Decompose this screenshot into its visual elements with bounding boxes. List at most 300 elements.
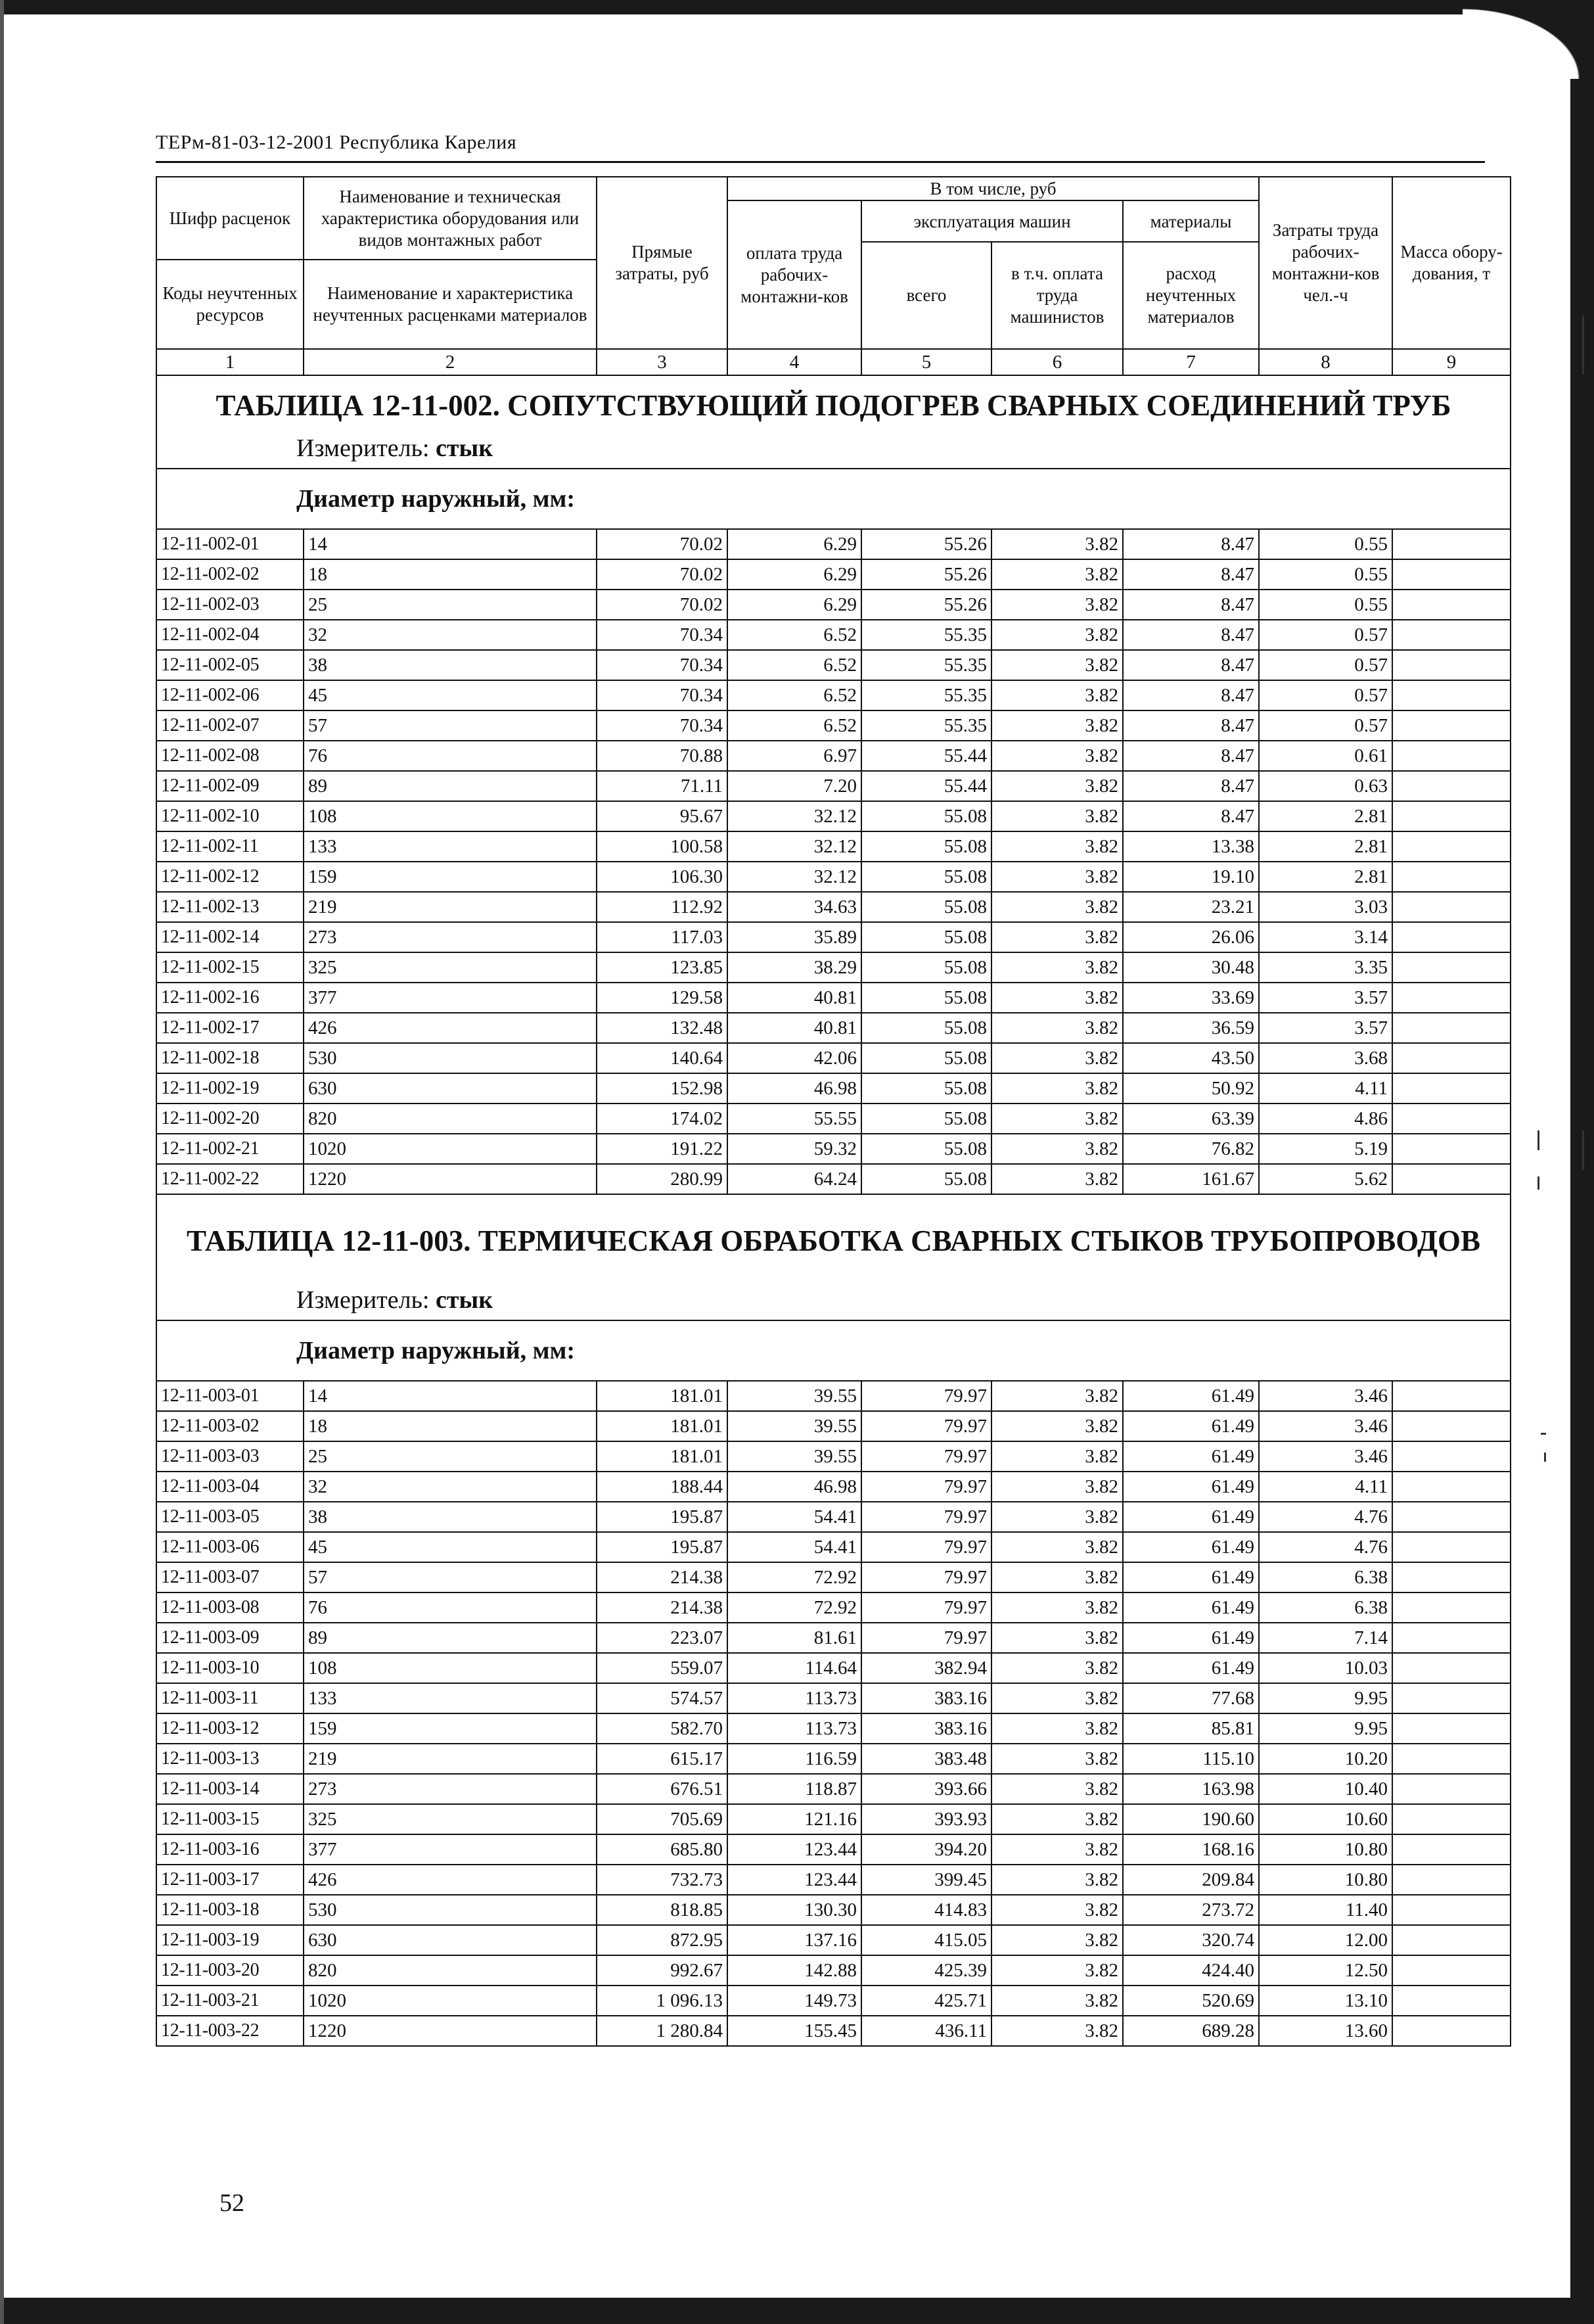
- labor-pay: 39.55: [727, 1381, 861, 1411]
- labor-hours: 0.57: [1259, 650, 1392, 680]
- diameter: 76: [304, 1592, 597, 1623]
- table-row: [156, 1502, 1511, 1532]
- equipment-mass: [1392, 1592, 1511, 1623]
- machinists-pay: 3.82: [991, 801, 1123, 831]
- machinists-pay: 3.82: [991, 1653, 1123, 1683]
- labor-pay: 7.20: [727, 771, 861, 801]
- direct-cost: 195.87: [597, 1532, 727, 1562]
- rate-code: 12-11-003-01: [156, 1381, 304, 1411]
- machines-total: 79.97: [861, 1623, 991, 1653]
- equipment-mass: [1392, 1653, 1511, 1683]
- equipment-mass: [1392, 650, 1511, 680]
- table-row: [156, 1653, 1511, 1683]
- unit-value: стык: [436, 1286, 493, 1314]
- machines-total: 55.08: [861, 1104, 991, 1134]
- equipment-mass: [1392, 771, 1511, 801]
- col7-header: расход неучтенных материалов: [1123, 242, 1259, 349]
- col1-header-top: Шифр расценок: [156, 177, 304, 260]
- diameter: 18: [304, 1411, 597, 1441]
- scan-speck: [1537, 1130, 1539, 1150]
- table-row: [156, 1683, 1511, 1713]
- diameter: 45: [304, 680, 597, 710]
- equipment-mass: [1392, 862, 1511, 892]
- labor-hours: 9.95: [1259, 1683, 1392, 1713]
- table-row: [156, 1562, 1511, 1592]
- rate-code: 12-11-003-22: [156, 2016, 304, 2046]
- column-number: 2: [304, 349, 597, 375]
- direct-cost: 70.88: [597, 741, 727, 771]
- rate-code: 12-11-002-02: [156, 559, 304, 590]
- machinists-pay: 3.82: [991, 1472, 1123, 1502]
- diameter: 25: [304, 1441, 597, 1472]
- direct-cost: 705.69: [597, 1804, 727, 1834]
- diameter: 89: [304, 771, 597, 801]
- machinists-pay: 3.82: [991, 1164, 1123, 1194]
- materials: 61.49: [1123, 1381, 1259, 1411]
- rate-code: 12-11-002-10: [156, 801, 304, 831]
- scan-speck: [1544, 1452, 1546, 1462]
- diameter-label: Диаметр наружный, мм:: [296, 1337, 576, 1364]
- machinists-pay: 3.82: [991, 1744, 1123, 1774]
- materials: 61.49: [1123, 1441, 1259, 1472]
- labor-pay: 149.73: [727, 1986, 861, 2016]
- labor-hours: 0.55: [1259, 559, 1392, 590]
- scan-speck: [1582, 1130, 1584, 1170]
- rate-code: 12-11-002-09: [156, 771, 304, 801]
- direct-cost: 132.48: [597, 1013, 727, 1043]
- direct-cost: 685.80: [597, 1834, 727, 1865]
- materials: 520.69: [1123, 1986, 1259, 2016]
- materials: 168.16: [1123, 1834, 1259, 1865]
- table-row: [156, 710, 1511, 741]
- labor-hours: 5.19: [1259, 1134, 1392, 1164]
- direct-cost: 188.44: [597, 1472, 727, 1502]
- labor-pay: 6.29: [727, 529, 861, 559]
- labor-hours: 12.00: [1259, 1925, 1392, 1955]
- diameter: 108: [304, 1653, 597, 1683]
- materials: 77.68: [1123, 1683, 1259, 1713]
- labor-pay: 40.81: [727, 1013, 861, 1043]
- diameter: 108: [304, 801, 597, 831]
- diameter: 219: [304, 1744, 597, 1774]
- table-row: [156, 1865, 1511, 1895]
- equipment-mass: [1392, 741, 1511, 771]
- materials: 26.06: [1123, 922, 1259, 952]
- equipment-mass: [1392, 1774, 1511, 1804]
- column-number: 8: [1259, 349, 1392, 375]
- machinists-pay: 3.82: [991, 1441, 1123, 1472]
- machinists-pay: 3.82: [991, 1411, 1123, 1441]
- machines-total: 393.66: [861, 1774, 991, 1804]
- materials: 689.28: [1123, 2016, 1259, 2046]
- labor-hours: 6.38: [1259, 1562, 1392, 1592]
- machinists-pay: 3.82: [991, 952, 1123, 983]
- labor-pay: 64.24: [727, 1164, 861, 1194]
- labor-pay: 6.52: [727, 710, 861, 741]
- table-row: [156, 862, 1511, 892]
- materials: 163.98: [1123, 1774, 1259, 1804]
- diameter: 25: [304, 590, 597, 620]
- materials: 61.49: [1123, 1592, 1259, 1623]
- machinists-pay: 3.82: [991, 983, 1123, 1013]
- table-row: [156, 741, 1511, 771]
- materials: 23.21: [1123, 892, 1259, 922]
- labor-pay: 123.44: [727, 1865, 861, 1895]
- diameter: 325: [304, 952, 597, 983]
- direct-cost: 280.99: [597, 1164, 727, 1194]
- section-title-row: [156, 1194, 1511, 1280]
- rate-code: 12-11-003-05: [156, 1502, 304, 1532]
- machinists-pay: 3.82: [991, 559, 1123, 590]
- table-row: [156, 1411, 1511, 1441]
- unit-label: Измеритель:: [296, 1286, 436, 1314]
- table-row: [156, 771, 1511, 801]
- labor-hours: 2.81: [1259, 862, 1392, 892]
- machinists-pay: 3.82: [991, 650, 1123, 680]
- labor-hours: 4.76: [1259, 1532, 1392, 1562]
- labor-hours: 13.10: [1259, 1986, 1392, 2016]
- materials: 8.47: [1123, 741, 1259, 771]
- materials: 13.38: [1123, 831, 1259, 862]
- rate-code: 12-11-002-20: [156, 1104, 304, 1134]
- direct-cost: 872.95: [597, 1925, 727, 1955]
- labor-hours: 0.55: [1259, 590, 1392, 620]
- equipment-mass: [1392, 1411, 1511, 1441]
- machines-total: 79.97: [861, 1592, 991, 1623]
- table-row: [156, 1134, 1511, 1164]
- rate-code: 12-11-002-07: [156, 710, 304, 741]
- labor-hours: 4.76: [1259, 1502, 1392, 1532]
- table-row: [156, 1073, 1511, 1104]
- labor-hours: 0.57: [1259, 710, 1392, 741]
- table-row: [156, 1164, 1511, 1194]
- machines-total: 55.08: [861, 1043, 991, 1073]
- table-row: [156, 1804, 1511, 1834]
- equipment-mass: [1392, 801, 1511, 831]
- diameter: 630: [304, 1925, 597, 1955]
- direct-cost: 71.11: [597, 771, 727, 801]
- equipment-mass: [1392, 1502, 1511, 1532]
- machinists-pay: 3.82: [991, 1562, 1123, 1592]
- diameter: 820: [304, 1104, 597, 1134]
- scan-corner: [1463, 0, 1594, 79]
- diameter: 57: [304, 710, 597, 741]
- diameter: 14: [304, 529, 597, 559]
- materials: 61.49: [1123, 1532, 1259, 1562]
- rate-code: 12-11-003-02: [156, 1411, 304, 1441]
- diameter: 630: [304, 1073, 597, 1104]
- machines-total: 55.08: [861, 922, 991, 952]
- table-row: [156, 1013, 1511, 1043]
- column-number: 6: [991, 349, 1123, 375]
- rate-code: 12-11-003-04: [156, 1472, 304, 1502]
- machines-total: 55.26: [861, 559, 991, 590]
- equipment-mass: [1392, 1073, 1511, 1104]
- direct-cost: 117.03: [597, 922, 727, 952]
- equipment-mass: [1392, 1623, 1511, 1653]
- labor-hours: 0.63: [1259, 771, 1392, 801]
- scan-edge-bottom: [0, 2298, 1594, 2324]
- equipment-mass: [1392, 1381, 1511, 1411]
- machines-total: 55.08: [861, 1013, 991, 1043]
- equipment-mass: [1392, 892, 1511, 922]
- rate-code: 12-11-002-16: [156, 983, 304, 1013]
- materials: 61.49: [1123, 1623, 1259, 1653]
- machines-total: 55.08: [861, 862, 991, 892]
- table-row: [156, 1623, 1511, 1653]
- labor-pay: 130.30: [727, 1895, 861, 1925]
- machinists-pay: 3.82: [991, 620, 1123, 650]
- materials: 8.47: [1123, 620, 1259, 650]
- machinists-pay: 3.82: [991, 1013, 1123, 1043]
- scan-speck: [1582, 315, 1584, 375]
- equipment-mass: [1392, 952, 1511, 983]
- direct-cost: 1 096.13: [597, 1986, 727, 2016]
- machinists-pay: 3.82: [991, 1623, 1123, 1653]
- materials: 61.49: [1123, 1472, 1259, 1502]
- machinists-pay: 3.82: [991, 590, 1123, 620]
- materials: 61.49: [1123, 1411, 1259, 1441]
- table-row: [156, 650, 1511, 680]
- machinists-pay: 3.82: [991, 771, 1123, 801]
- machinists-pay: 3.82: [991, 1804, 1123, 1834]
- diameter: 133: [304, 1683, 597, 1713]
- labor-hours: 10.60: [1259, 1804, 1392, 1834]
- machines-total: 79.97: [861, 1411, 991, 1441]
- group-machines-header: эксплуатация машин: [861, 200, 1123, 242]
- equipment-mass: [1392, 1986, 1511, 2016]
- diameter: 1220: [304, 2016, 597, 2046]
- unit-of-measure: [156, 429, 1511, 469]
- direct-cost: 70.02: [597, 590, 727, 620]
- group-materials-header: материалы: [1123, 200, 1259, 242]
- machines-total: 383.16: [861, 1713, 991, 1744]
- rate-code: 12-11-003-11: [156, 1683, 304, 1713]
- table-row: [156, 892, 1511, 922]
- rate-code: 12-11-003-13: [156, 1744, 304, 1774]
- equipment-mass: [1392, 620, 1511, 650]
- table-row: [156, 1986, 1511, 2016]
- labor-pay: 116.59: [727, 1744, 861, 1774]
- equipment-mass: [1392, 1925, 1511, 1955]
- materials: 43.50: [1123, 1043, 1259, 1073]
- equipment-mass: [1392, 1955, 1511, 1986]
- col2-header-bottom: Наименование и характеристика неучтенных расценками материалов: [304, 260, 597, 349]
- machines-total: 399.45: [861, 1865, 991, 1895]
- diameter: 14: [304, 1381, 597, 1411]
- rate-code: 12-11-002-17: [156, 1013, 304, 1043]
- col1-header-bottom: Коды неучтенных ресурсов: [156, 260, 304, 349]
- materials: 273.72: [1123, 1895, 1259, 1925]
- table-row: [156, 1955, 1511, 1986]
- column-number: 1: [156, 349, 304, 375]
- rate-code: 12-11-003-20: [156, 1955, 304, 1986]
- materials: 19.10: [1123, 862, 1259, 892]
- machines-total: 55.26: [861, 529, 991, 559]
- equipment-mass: [1392, 983, 1511, 1013]
- diameter: 325: [304, 1804, 597, 1834]
- direct-cost: 123.85: [597, 952, 727, 983]
- rate-code: 12-11-002-15: [156, 952, 304, 983]
- equipment-mass: [1392, 1895, 1511, 1925]
- direct-cost: 181.01: [597, 1411, 727, 1441]
- direct-cost: 95.67: [597, 801, 727, 831]
- rate-code: 12-11-003-07: [156, 1562, 304, 1592]
- diameter: 159: [304, 862, 597, 892]
- materials: 63.39: [1123, 1104, 1259, 1134]
- machinists-pay: 3.82: [991, 922, 1123, 952]
- machinists-pay: 3.82: [991, 2016, 1123, 2046]
- section-title: ТАБЛИЦА 12-11-003. ТЕРМИЧЕСКАЯ ОБРАБОТКА СВАРНЫХ СТЫКОВ ТРУБОПРОВОДОВ: [156, 1194, 1511, 1280]
- direct-cost: 181.01: [597, 1381, 727, 1411]
- equipment-mass: [1392, 1472, 1511, 1502]
- machinists-pay: 3.82: [991, 1134, 1123, 1164]
- rate-code: 12-11-002-04: [156, 620, 304, 650]
- rate-code: 12-11-003-18: [156, 1895, 304, 1925]
- scan-edge-top: [0, 0, 1594, 14]
- direct-cost: 615.17: [597, 1744, 727, 1774]
- equipment-mass: [1392, 590, 1511, 620]
- labor-pay: 113.73: [727, 1713, 861, 1744]
- section-title-row: [156, 375, 1511, 429]
- table-row: [156, 831, 1511, 862]
- table-row: [156, 1744, 1511, 1774]
- labor-hours: 10.40: [1259, 1774, 1392, 1804]
- direct-cost: 732.73: [597, 1865, 727, 1895]
- materials: 320.74: [1123, 1925, 1259, 1955]
- diameter: 273: [304, 922, 597, 952]
- machines-total: 55.44: [861, 741, 991, 771]
- equipment-mass: [1392, 1562, 1511, 1592]
- column-number: 5: [861, 349, 991, 375]
- machines-total: 55.08: [861, 952, 991, 983]
- machines-total: 55.35: [861, 680, 991, 710]
- direct-cost: 140.64: [597, 1043, 727, 1073]
- labor-pay: 40.81: [727, 983, 861, 1013]
- direct-cost: 214.38: [597, 1562, 727, 1592]
- machines-total: 55.08: [861, 892, 991, 922]
- equipment-mass: [1392, 922, 1511, 952]
- materials: 115.10: [1123, 1744, 1259, 1774]
- direct-cost: 1 280.84: [597, 2016, 727, 2046]
- materials: 8.47: [1123, 680, 1259, 710]
- direct-cost: 214.38: [597, 1592, 727, 1623]
- materials: 36.59: [1123, 1013, 1259, 1043]
- machinists-pay: 3.82: [991, 892, 1123, 922]
- labor-pay: 142.88: [727, 1955, 861, 1986]
- labor-hours: 3.46: [1259, 1411, 1392, 1441]
- rates-table: [156, 176, 1511, 2047]
- materials: 61.49: [1123, 1562, 1259, 1592]
- materials: 76.82: [1123, 1134, 1259, 1164]
- diameter: 32: [304, 620, 597, 650]
- page-number: 52: [219, 2189, 244, 2217]
- materials: 33.69: [1123, 983, 1259, 1013]
- equipment-mass: [1392, 559, 1511, 590]
- machinists-pay: 3.82: [991, 1774, 1123, 1804]
- section-title: ТАБЛИЦА 12-11-002. СОПУТСТВУЮЩИЙ ПОДОГРЕВ СВАРНЫХ СОЕДИНЕНИЙ ТРУБ: [156, 375, 1511, 429]
- labor-pay: 6.29: [727, 559, 861, 590]
- labor-hours: 10.80: [1259, 1865, 1392, 1895]
- direct-cost: 70.34: [597, 710, 727, 741]
- rate-code: 12-11-003-03: [156, 1441, 304, 1472]
- rate-code: 12-11-003-16: [156, 1834, 304, 1865]
- col9-header: Масса обору-дования, т: [1392, 177, 1511, 349]
- machinists-pay: 3.82: [991, 1895, 1123, 1925]
- materials: 8.47: [1123, 801, 1259, 831]
- machines-total: 55.08: [861, 1073, 991, 1104]
- scan-speck: [1541, 1433, 1546, 1435]
- direct-cost: 100.58: [597, 831, 727, 862]
- labor-hours: 7.14: [1259, 1623, 1392, 1653]
- materials: 30.48: [1123, 952, 1259, 983]
- machinists-pay: 3.82: [991, 1502, 1123, 1532]
- machinists-pay: 3.82: [991, 1955, 1123, 1986]
- labor-hours: 6.38: [1259, 1592, 1392, 1623]
- direct-cost: 112.92: [597, 892, 727, 922]
- direct-cost: 223.07: [597, 1623, 727, 1653]
- table-row: [156, 1925, 1511, 1955]
- diameter: 38: [304, 1502, 597, 1532]
- labor-pay: 81.61: [727, 1623, 861, 1653]
- labor-pay: 137.16: [727, 1925, 861, 1955]
- machines-total: 436.11: [861, 2016, 991, 2046]
- direct-cost: 70.34: [597, 620, 727, 650]
- diameter: 18: [304, 559, 597, 590]
- materials: 85.81: [1123, 1713, 1259, 1744]
- machines-total: 393.93: [861, 1804, 991, 1834]
- table-row: [156, 1043, 1511, 1073]
- col5-header: всего: [861, 242, 991, 349]
- labor-pay: 59.32: [727, 1134, 861, 1164]
- labor-hours: 2.81: [1259, 831, 1392, 862]
- rate-code: 12-11-002-22: [156, 1164, 304, 1194]
- rate-code: 12-11-002-18: [156, 1043, 304, 1073]
- labor-hours: 3.14: [1259, 922, 1392, 952]
- labor-pay: 114.64: [727, 1653, 861, 1683]
- col6-header: в т.ч. оплата труда машинистов: [991, 242, 1123, 349]
- labor-pay: 6.52: [727, 680, 861, 710]
- col2-header-top: Наименование и техническая характеристика оборудования или видов монтажных работ: [304, 177, 597, 260]
- equipment-mass: [1392, 1683, 1511, 1713]
- diameter: 133: [304, 831, 597, 862]
- machines-total: 79.97: [861, 1381, 991, 1411]
- table-row: [156, 1713, 1511, 1744]
- table-row: [156, 1104, 1511, 1134]
- equipment-mass: [1392, 2016, 1511, 2046]
- table-row: [156, 983, 1511, 1013]
- diameter: 1020: [304, 1986, 597, 2016]
- labor-pay: 113.73: [727, 1683, 861, 1713]
- machines-total: 79.97: [861, 1441, 991, 1472]
- labor-hours: 10.20: [1259, 1744, 1392, 1774]
- machines-total: 55.26: [861, 590, 991, 620]
- table-row: [156, 1441, 1511, 1472]
- table-row: [156, 1472, 1511, 1502]
- machinists-pay: 3.82: [991, 1834, 1123, 1865]
- col3-header: Прямые затраты, руб: [597, 177, 727, 349]
- table-row: [156, 559, 1511, 590]
- machinists-pay: 3.82: [991, 1865, 1123, 1895]
- direct-cost: 676.51: [597, 1774, 727, 1804]
- equipment-mass: [1392, 1804, 1511, 1834]
- labor-pay: 42.06: [727, 1043, 861, 1073]
- diameter: 426: [304, 1865, 597, 1895]
- machines-total: 55.35: [861, 710, 991, 741]
- equipment-mass: [1392, 1043, 1511, 1073]
- labor-pay: 72.92: [727, 1592, 861, 1623]
- machines-total: 394.20: [861, 1834, 991, 1865]
